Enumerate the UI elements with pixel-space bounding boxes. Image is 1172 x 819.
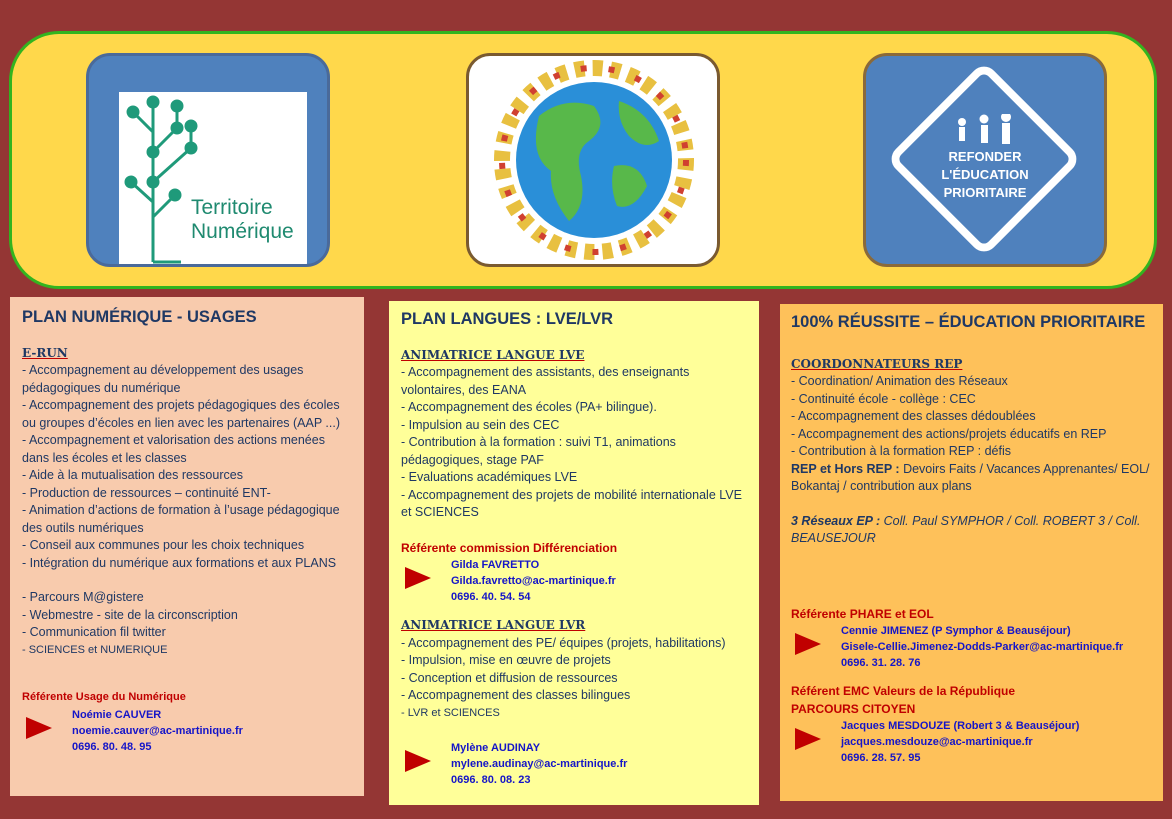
rep-line [791, 461, 1152, 496]
contact-phone: 0696. 80. 48. 95 [72, 740, 152, 753]
list-item-small: - LVR et SCIENCES [401, 706, 500, 719]
logo-background [119, 92, 307, 267]
list-item: - Intégration du numérique aux formations et aux PLANS [22, 555, 337, 570]
list-item: - Production de ressources – continuité ENT- [22, 485, 271, 500]
rep-logo-text [926, 148, 1044, 202]
plan-numerique-panel [10, 297, 364, 796]
section-subtitle: E-RUN [22, 345, 68, 360]
list-item: - Animation d’actions de formation à l’usage pédagogique des outils numériques [22, 503, 340, 535]
rep-logo-line1: REFONDER [948, 149, 1022, 164]
panel-title: PLAN LANGUES : LVE/LVR [401, 310, 614, 328]
list-item: - Continuité école - collège : CEC [791, 391, 976, 406]
list-item: - Accompagnement des assistants, des enseignants volontaires, des EANA [401, 365, 690, 397]
arrow-icon [795, 728, 821, 750]
contact-phone: 0696. 40. 54. 54 [451, 591, 531, 603]
section-subtitle: ANIMATRICE LANGUE LVE [401, 347, 585, 362]
list-item: - Webmestre - site de la circonscription [22, 607, 238, 622]
list-item: - Conseil aux communes pour les choix techniques [22, 538, 305, 552]
contact-email[interactable]: jacques.mesdouze@ac-martinique.fr [841, 736, 1033, 748]
territoire-numerique-logo [86, 53, 330, 267]
reseaux-label: 3 Réseaux EP : [791, 513, 881, 528]
list-item: - Contribution à la formation : suivi T1, animations pédagogiques, stage PAF [401, 435, 676, 467]
contact-email[interactable]: mylene.audinay@ac-martinique.fr [451, 758, 628, 770]
plan-langues-panel [389, 301, 759, 805]
list-item: - Accompagnement des écoles (PA+ bilingue). [401, 400, 657, 414]
referent-subtitle: PARCOURS CITOYEN [791, 701, 916, 716]
contact-block [401, 557, 747, 605]
list-item: - Conception et diffusion de ressources [401, 670, 618, 685]
contact-name: Noémie CAUVER [72, 708, 162, 721]
contact-phone: 0696. 31. 28. 76 [841, 657, 921, 669]
referent-title: Référente PHARE et EOL [791, 606, 934, 621]
banner [9, 31, 1157, 289]
contact-name: Mylène AUDINAY [451, 742, 541, 754]
referent-title: Référente commission Différenciation [401, 540, 618, 555]
contact-phone: 0696. 28. 57. 95 [841, 752, 921, 764]
list-item: - Accompagnement des classes bilingues [401, 688, 631, 702]
rep-label: REP et Hors REP : [791, 461, 900, 476]
contact-email[interactable]: Gilda.favretto@ac-martinique.fr [451, 575, 616, 587]
arrow-icon [795, 633, 821, 655]
contact-email[interactable]: Gisele-Cellie.Jimenez-Dodds-Parker@ac-martinique.fr [841, 641, 1124, 653]
contact-email[interactable]: noemie.cauver@ac-martinique.fr [72, 724, 243, 737]
list-item: - Aide à la mutualisation des ressources [22, 468, 243, 482]
rep-logo-line2: L'ÉDUCATION [941, 167, 1029, 182]
items-list [22, 362, 352, 572]
list-item: - Accompagnement des projets de mobilité internationale LVE et SCIENCES [401, 487, 742, 519]
contact-block [791, 718, 1152, 766]
list-item: - Impulsion au sein des CEC [401, 417, 560, 432]
list-item-small: - SCIENCES et NUMERIQUE [22, 643, 168, 656]
section-subtitle: ANIMATRICE LANGUE LVR [401, 618, 586, 632]
refonder-education-prioritaire-logo [863, 53, 1107, 267]
contact-name: Gilda FAVRETTO [451, 559, 540, 571]
list-item: - Contribution à la formation REP : défis [791, 444, 1012, 458]
contact-name: Jacques MESDOUZE (Robert 3 & Beauséjour) [841, 720, 1080, 732]
referent-title: Référente Usage du Numérique [22, 691, 186, 703]
panel-title: 100% RÉUSSITE – ÉDUCATION PRIORITAIRE [791, 313, 1146, 331]
list-item: - Accompagnement et valorisation des actions menées dans les écoles et les classes [22, 433, 325, 465]
logo-text-line1: Territoire [191, 196, 273, 219]
list-item: - Parcours M@gistere [22, 590, 144, 604]
contact-phone: 0696. 80. 08. 23 [451, 774, 531, 786]
contact-block [401, 740, 747, 788]
logo-text [191, 196, 294, 244]
list-item: - Evaluations académiques LVE [401, 470, 578, 484]
list-item: - Communication fil twitter [22, 625, 166, 639]
section-subtitle: COORDONNATEURS REP [791, 356, 963, 371]
globe-icon [469, 56, 719, 266]
list-item: - Accompagnement au développement des usages pédagogiques du numérique [22, 363, 304, 395]
list-item: - Accompagnement des classes dédoublées [791, 409, 1036, 423]
contact-name: Cennie JIMENEZ (P Symphor & Beauséjour) [841, 625, 1071, 637]
list-item: - Accompagnement des projets pédagogiques des écoles ou groupes d’écoles en lien avec les partenaires (AAP ...) [22, 398, 341, 430]
contact-block [22, 707, 352, 755]
contact-block [791, 623, 1152, 671]
list-item: - Coordination/ Animation des Réseaux [791, 374, 1008, 388]
logo-text-line2: Numérique [191, 220, 294, 243]
referent-title: Référent EMC Valeurs de la République [791, 684, 1016, 698]
reseaux-line [791, 513, 1152, 548]
education-prioritaire-panel [780, 304, 1163, 801]
arrow-icon [26, 717, 52, 739]
rep-logo-line3: PRIORITAIRE [943, 185, 1027, 200]
globe-children-image [466, 53, 720, 267]
rep-text: Devoirs Faits / Vacances Apprenantes/ EOL/ Bokantaj / contribution aux plans [791, 461, 1150, 493]
arrow-icon [405, 567, 431, 589]
list-item: - Accompagnement des actions/projets éducatifs en REP [791, 426, 1107, 441]
panel-title: PLAN NUMÉRIQUE - USAGES [22, 308, 257, 326]
list-item: - Impulsion, mise en œuvre de projets [401, 653, 611, 667]
reseaux-text: Coll. Paul SYMPHOR / Coll. ROBERT 3 / Coll. BEAUSEJOUR [791, 513, 1141, 545]
list-item: - Accompagnement des PE/ équipes (projets, habilitations) [401, 635, 726, 650]
arrow-icon [405, 750, 431, 772]
